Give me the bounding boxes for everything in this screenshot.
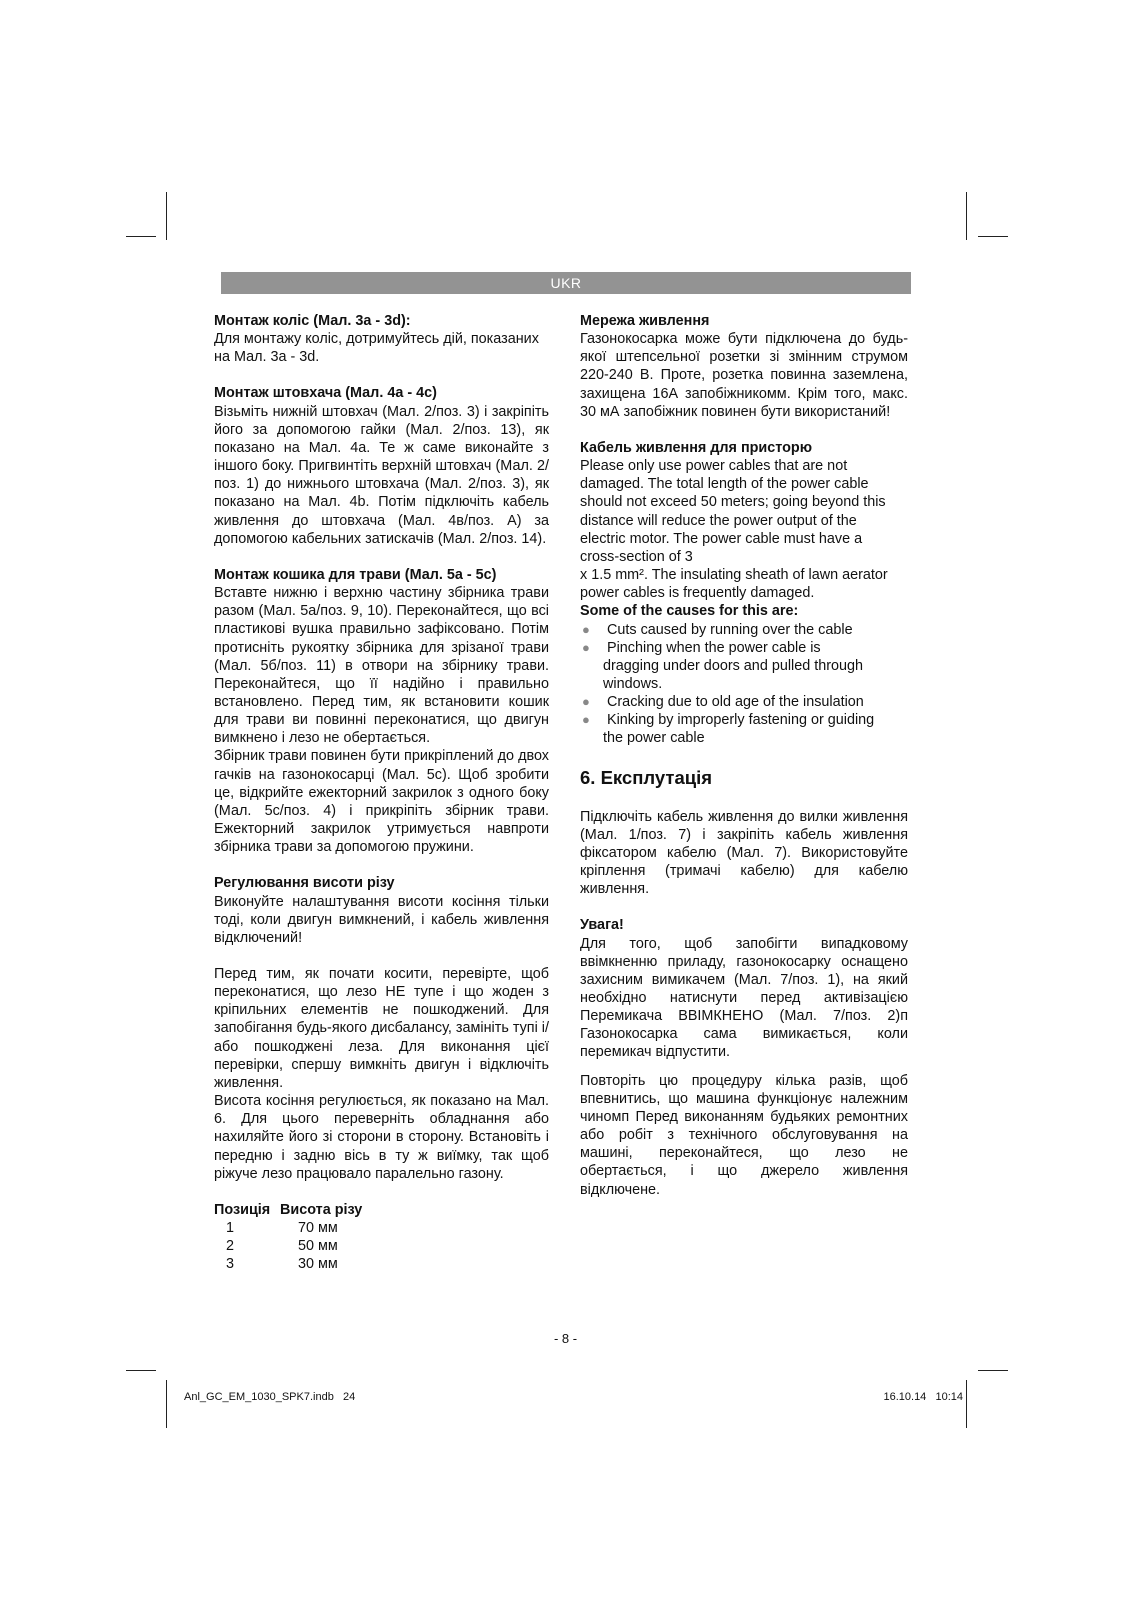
mains-heading: Мережа живлення [580, 313, 710, 329]
wheels-text-line: на Мал. 3а - 3d. [214, 349, 320, 366]
crop-mark [978, 236, 1008, 237]
bullet-icon: ● [582, 694, 590, 710]
right-column [580, 312, 908, 1199]
table-cell-height: 30 мм [298, 1256, 338, 1273]
causes-list [580, 621, 908, 748]
language-bar: UKR [221, 272, 911, 294]
cable-text-line: should not exceed 50 meters; going beyond this [580, 494, 886, 511]
list-item-text: windows. [603, 675, 663, 692]
basket-heading: Монтаж кошика для трави (Мал. 5а - 5с) [214, 566, 497, 583]
warning-heading: Увага! [580, 917, 624, 934]
list-item-text: the power cable [603, 730, 705, 747]
crop-mark [166, 192, 167, 240]
operation-text: Підключіть кабель живлення до вилки живлення (Мал. 1/поз. 7) і закріпіть кабель живлення фіксатором кабелю (Мал. 7). Використовуйте кріплення (тримачі кабелю) для кабелю живлення. [580, 808, 908, 898]
list-item-text: Cracking due to old age of the insulation [607, 694, 864, 711]
list-item-text: dragging under doors and pulled through [603, 657, 864, 674]
height-table [214, 1201, 362, 1274]
table-row [214, 1237, 362, 1255]
table-row [214, 1255, 362, 1273]
crop-mark [166, 1380, 167, 1428]
list-item-text: Kinking by improperly fastening or guiding [607, 712, 875, 729]
cable-text-line: electric motor. The power cable must have a [580, 530, 863, 547]
table-cell-position: 2 [226, 1238, 235, 1255]
mains-text: Газонокосарка може бути підключена до будьякої штепсельної розетки зі змінним струмом 220-240 В. Проте, розетка повинна заземлена, захищена 16А запобіжникомм. Крім того, макс. 30 мА запобіжник повинен бути використаний! [580, 331, 908, 420]
wheels-text-line: Для монтажу коліс, дотримуйтесь дій, показаних [214, 331, 539, 348]
warning-text: Повторіть цю процедуру кілька разів, щоб впевнитись, що машина функціонує належним чиномп Перед виконанням будьяких ремонтних або робіт з технічного обслуговування на машині, переконайтеся, що лезо не обертається, і що джерело живлення відключене. [580, 1072, 908, 1198]
page-number: - 8 - [553, 1331, 578, 1346]
warning-text: Для того, щоб запобігти випадковому ввімкненню приладу, газонокосарку оснащено захисним вимикачем (Мал. 7/поз. 1), на який необхідно натиснути перед активізацією Перемикача ВВІМКНЕНО (Мал. 7/поз. 2)п Газонокосарка сама вимикається, коли перемикач відпустити. [580, 935, 908, 1061]
table-row [214, 1219, 362, 1237]
cable-text-line: Please only use power cables that are not [580, 458, 848, 475]
crop-mark [126, 1370, 156, 1371]
bullet-icon: ● [582, 621, 590, 637]
table-header-height: Висота різу [280, 1201, 363, 1218]
handle-heading: Монтаж штовхача (Мал. 4а - 4с) [214, 385, 437, 402]
table-cell-position: 3 [226, 1256, 235, 1273]
handle-text: Візьміть нижній штовхач (Мал. 2/поз. 3) і закріпіть його за допомогою гайки (Мал. 2/поз. 13), як показано на Мал. 4а. Те ж саме виконайте з іншого боку. Пригвинтіть верхній штовхач (Мал. 2/поз. 1) до нижнього штовхача (Мал. 2/поз. 3), як показано на Мал. 4b. Потім підключіть кабель живлення до штовхача (Мал. 4в/поз. А) за допомогою кабельних затискачів (Мал. 2/поз. 14). [214, 403, 549, 547]
height-text: Перед тим, як почати косити, перевірте, щоб переконатися, що лезо НЕ тупе і що жоден з кріпильних елементів не пошкоджений. Для запобігання будь-якого дисбалансу, замініть тупі і/або пошкоджені леза. Для виконання цієї перевірки, спершу вимкніть двигун і відключіть живлення. [214, 966, 549, 1091]
list-item-text: Pinching when the power cable is [607, 639, 821, 656]
crop-mark [978, 1370, 1008, 1371]
table-cell-height: 70 мм [298, 1220, 338, 1237]
height-heading: Регулювання висоти різу [214, 875, 395, 892]
list-item [580, 639, 908, 693]
table-header-position: Позиція [214, 1201, 271, 1218]
crop-mark [966, 1380, 967, 1428]
basket-text: Збірник трави повинен бути прикріплений до двох гачків на газонокосарці (Мал. 5с). Щоб зробити це, відкрийте ежекторний закрилок з одного боку (Мал. 5с/поз. 4) і прикріпіть збірник трави. Ежекторний закрилок утримується навпроти збірника трави за допомогою пружини. [214, 748, 549, 856]
cable-text-line: power cables is frequently damaged. [580, 585, 815, 602]
cable-text-line: cross-section of 3 [580, 548, 693, 565]
bullet-icon: ● [582, 712, 590, 728]
section-heading-operation: 6. Експлутація [580, 766, 713, 788]
cable-text-line: damaged. The total length of the power cable [580, 476, 869, 493]
crop-mark [966, 192, 967, 240]
basket-text: Вставте нижню і верхню частину збірника трави разом (Мал. 5а/поз. 9, 10). Переконайтеся, що всі пластикові вушка правильно зафіксовано. Потім протисніть рукоятку збірника для зрізаної трави (Мал. 5б/поз. 11) в отвори на збірнику трави. Переконайтеся, що її надійно і правильно встановлено. Перед тим, як встановити кошик для трави ви повинні переконатися, що двигун вимкнено і лезо не обертається. [214, 585, 549, 747]
left-column [214, 312, 549, 1274]
list-item-text: Cuts caused by running over the cable [607, 621, 853, 638]
print-date: 16.10.14 10:14 [883, 1391, 963, 1403]
crop-mark [126, 236, 156, 237]
cable-text-line: x 1.5 mm². The insulating sheath of lawn aerator [580, 567, 888, 584]
list-item [580, 693, 908, 711]
cable-heading: Кабель живлення для присторю [580, 439, 813, 456]
table-cell-height: 50 мм [298, 1238, 338, 1255]
wheels-heading: Монтаж коліс (Мал. 3а - 3d): [214, 313, 411, 329]
list-item [580, 711, 908, 747]
causes-heading: Some of the causes for this are: [580, 603, 799, 620]
cable-text-line: distance will reduce the power output of the [580, 512, 857, 529]
table-cell-position: 1 [226, 1220, 235, 1237]
height-text: Виконуйте налаштування висоти косіння тільки тоді, коли двигун вимкнений, і кабель живлення відключений! [214, 893, 549, 946]
list-item [580, 621, 908, 639]
file-name: Anl_GC_EM_1030_SPK7.indb 24 [184, 1391, 356, 1403]
height-text: Висота косіння регулюється, як показано на Мал. 6. Для цього переверніть обладнання або нахиляйте його зі сторони в сторону. Встановіть і передню і задню вісь в ту ж виїмку, так щоб ріжуче лезо працювало паралельно газону. [214, 1093, 549, 1182]
bullet-icon: ● [582, 639, 590, 655]
